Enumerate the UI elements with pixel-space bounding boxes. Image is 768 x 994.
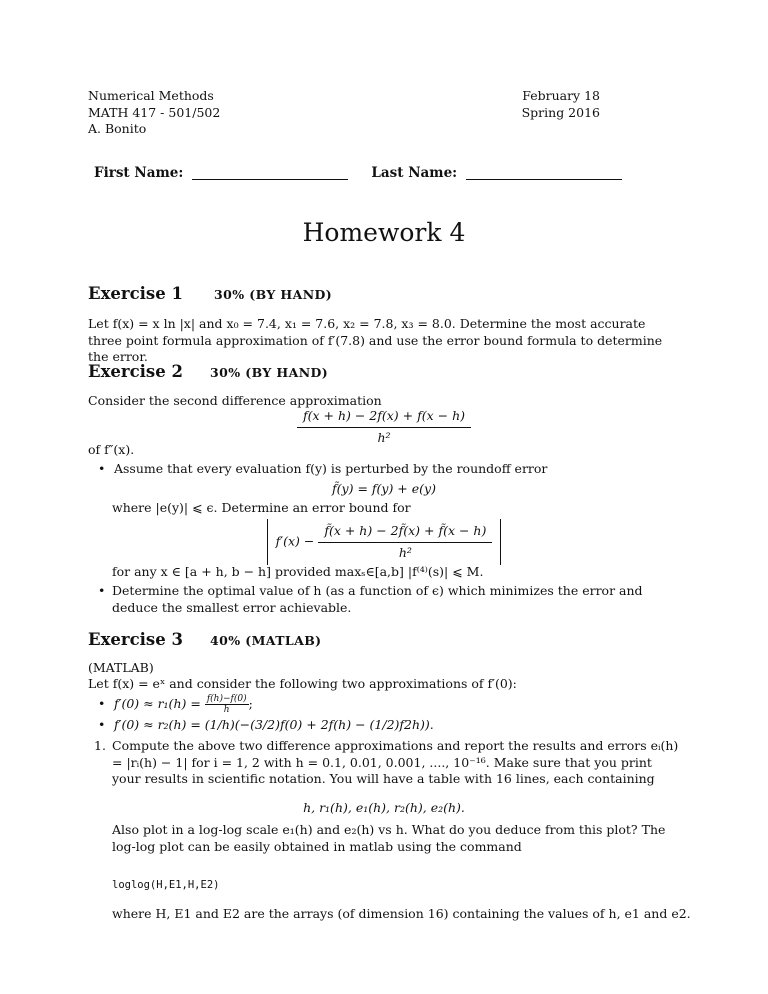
exercise2-bullet2: [98, 583, 680, 616]
approx1-lhs: f′(0) ≈ r₁(h) =: [113, 696, 201, 711]
exercise3-heading: Exercise 3: [88, 630, 183, 649]
exercise2-of-text: of f″(x).: [88, 442, 135, 457]
exercise2-intro: Consider the second difference approximation: [88, 393, 382, 408]
bullet1-text-b: where |e(y)| ⩽ ϵ. Determine an error bound for: [112, 500, 411, 515]
approx2-text: f′(0) ≈ r₂(h) = (1/h)(−(3/2)f(0) + 2f(h) − (1/2)f2h)).: [113, 717, 434, 732]
perturbed-formula: f̃(y) = f(y) + e(y): [332, 481, 436, 496]
exercise3-label: (MATLAB): [88, 660, 154, 675]
bound-numerator: f̃(x + h) − 2f̃(x) + f̃(x − h): [318, 523, 492, 543]
exercise3-heading-row: [88, 630, 322, 649]
bullet-icon: •: [98, 461, 106, 476]
approx2: [98, 717, 434, 734]
exercise1-heading: Exercise 1: [88, 284, 183, 303]
formula-denominator: h²: [377, 429, 391, 445]
bullet1-text-a: Assume that every evaluation f(y) is perturbed by the roundoff error: [113, 461, 548, 476]
name-fields: [94, 165, 622, 181]
date: February 18: [522, 88, 600, 103]
approx1: • f′(0) ≈ r₁(h) = $\frac{f(h)-f(0)}{h}$;: [98, 694, 253, 715]
bound-denominator: h²: [398, 544, 412, 560]
exercise2-formula: [0, 408, 768, 446]
page-title: Homework 4: [302, 218, 466, 247]
bullet-icon: •: [98, 696, 106, 711]
last-name-label: Last Name:: [371, 165, 458, 181]
matlab-command: loglog(H,E1,H,E2): [112, 879, 220, 891]
exercise3-item1: [94, 738, 680, 788]
item1-text-b: Also plot in a log-log scale e₁(h) and e₂(h) vs h. What do you deduce from this plot? The log-log plot can be easily obtained in matlab using the command: [112, 822, 666, 854]
bound-lhs: f′(x) −: [275, 533, 315, 549]
exercise3-tag: 40% (MATLAB): [210, 633, 322, 648]
exercise3-intro: Let f(x) = eˣ and consider the following two approximations of f′(0):: [88, 676, 517, 691]
exercise1-heading-row: [88, 284, 332, 303]
course-number: MATH 417 - 501/502: [88, 104, 221, 120]
last-name-blank[interactable]: [466, 179, 622, 180]
term: Spring 2016: [521, 104, 600, 120]
first-name-blank[interactable]: [192, 179, 348, 180]
item1-row-format: h, r₁(h), e₁(h), r₂(h), e₂(h).: [303, 800, 465, 815]
exercise1-text: Let f(x) = x ln |x| and x₀ = 7.4, x₁ = 7.6, x₂ = 7.8, x₃ = 8.0. Determine the most accurate three point formula approximation of f′(7.8) and use the error bound formula to determine the error.: [88, 316, 663, 364]
approx1-denominator: h: [223, 705, 230, 715]
instructor: A. Bonito: [88, 121, 147, 136]
exercise1-tag: 30% (BY HAND): [214, 287, 333, 302]
course-info: [88, 88, 220, 138]
approx1-numerator: f(h)−f(0): [206, 694, 247, 704]
bullet-icon: •: [98, 583, 106, 598]
exercise2-heading-row: [88, 362, 328, 381]
formula-numerator: f(x + h) − 2f(x) + f(x − h): [297, 408, 471, 428]
item1-text-a: Compute the above two difference approximations and report the results and errors eᵢ(h) = |rᵢ(h) − 1| for i = 1, 2 with h = 0.1, 0.01, 0.001, ...., 10⁻¹⁶. Make sure that you print your results in scientific notation. You will have a table with 16 lines, each containing: [112, 738, 679, 786]
first-name-label: First Name:: [94, 165, 184, 181]
exercise2-heading: Exercise 2: [88, 362, 183, 381]
item1-text-c: where H, E1 and E2 are the arrays (of dimension 16) containing the values of h, e1 and e2.: [112, 906, 691, 921]
bullet-icon: •: [98, 717, 106, 732]
exercise2-tag: 30% (BY HAND): [210, 365, 329, 380]
exercise2-bullet1: [98, 461, 547, 478]
error-bound-expression: [0, 519, 768, 565]
bullet1-text-c: for any x ∈ [a + h, b − h] provided maxₛ∈[a,b] |f⁽⁴⁾(s)| ⩽ M.: [112, 564, 484, 579]
bullet2-text: Determine the optimal value of h (as a function of ϵ) which minimizes the error and deduce the smallest error achievable.: [112, 583, 643, 615]
date-info: [522, 88, 600, 121]
item1-number: 1.: [94, 738, 106, 753]
course-name: Numerical Methods: [88, 88, 214, 103]
